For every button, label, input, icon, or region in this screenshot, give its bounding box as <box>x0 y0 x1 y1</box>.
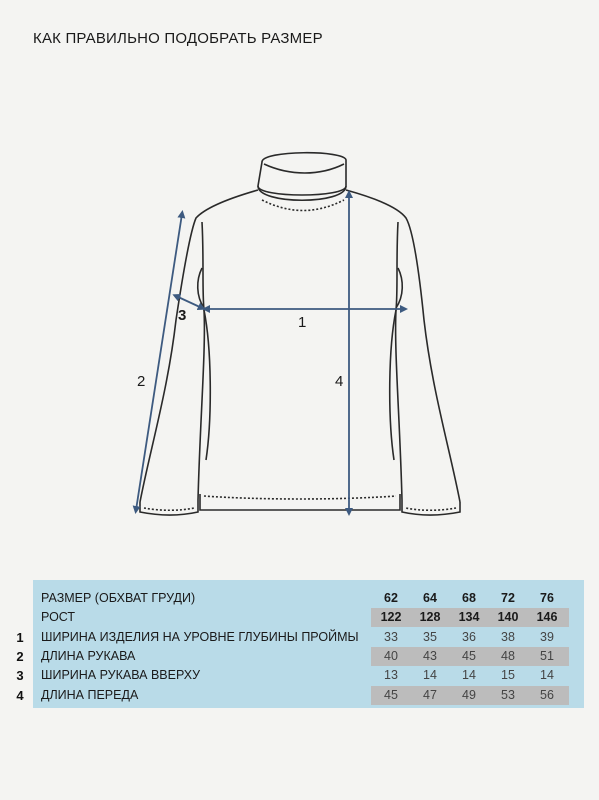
table-cell: 140 <box>497 610 519 624</box>
table-cell: 35 <box>423 630 437 644</box>
table-cell: 40 <box>384 649 398 663</box>
row-label: ШИРИНА ИЗДЕЛИЯ НА УРОВНЕ ГЛУБИНЫ ПРОЙМЫ <box>41 630 359 644</box>
table-cell: 15 <box>501 668 515 682</box>
table-cell: 122 <box>380 610 402 624</box>
table-cell: 48 <box>501 649 515 663</box>
measure-label-2: 2 <box>137 373 146 390</box>
row-values <box>371 628 569 647</box>
table-cell: 53 <box>501 688 515 702</box>
table-row <box>33 608 584 627</box>
table-cell: 45 <box>462 649 476 663</box>
table-cell: 76 <box>540 591 554 605</box>
page-title: КАК ПРАВИЛЬНО ПОДОБРАТЬ РАЗМЕР <box>33 30 323 47</box>
row-values <box>371 686 569 705</box>
row-number: 2 <box>16 649 24 664</box>
table-cell: 43 <box>423 649 437 663</box>
table-cell: 33 <box>384 630 398 644</box>
table-row <box>16 686 584 705</box>
table-cell: 51 <box>540 649 554 663</box>
measure-label-4: 4 <box>335 373 344 390</box>
row-values <box>371 666 569 685</box>
measure-label-1: 1 <box>298 314 307 331</box>
table-cell: 45 <box>384 688 398 702</box>
table-cell: 64 <box>423 591 437 605</box>
row-label: ШИРИНА РУКАВА ВВЕРХУ <box>41 668 201 682</box>
table-cell: 128 <box>419 610 441 624</box>
measure-label-3: 3 <box>178 307 187 324</box>
table-cell: 13 <box>384 668 398 682</box>
table-cell: 47 <box>423 688 437 702</box>
table-row <box>16 628 584 647</box>
row-label: РОСТ <box>41 610 76 624</box>
table-cell: 38 <box>501 630 515 644</box>
body-outline <box>140 190 460 515</box>
row-number: 1 <box>16 630 24 645</box>
row-label: РАЗМЕР (ОБХВАТ ГРУДИ) <box>41 591 196 605</box>
row-label: ДЛИНА РУКАВА <box>41 649 136 663</box>
table-row <box>33 589 584 608</box>
table-cell: 39 <box>540 630 554 644</box>
row-number: 4 <box>16 688 24 703</box>
table-cell: 62 <box>384 591 398 605</box>
row-values <box>371 647 569 666</box>
table-row <box>16 647 584 666</box>
table-cell: 134 <box>458 610 480 624</box>
table-cell: 56 <box>540 688 554 702</box>
collar-outline <box>258 153 346 211</box>
measure-lines <box>136 194 404 512</box>
table-cell: 68 <box>462 591 476 605</box>
table-cell: 146 <box>536 610 558 624</box>
row-number: 3 <box>16 668 24 683</box>
table-row <box>16 666 584 685</box>
measure-line-2 <box>136 214 182 510</box>
row-values <box>371 589 569 608</box>
table-cell: 14 <box>423 668 437 682</box>
table-cell: 36 <box>462 630 476 644</box>
size-table <box>16 580 584 708</box>
row-values <box>371 608 569 627</box>
row-label: ДЛИНА ПЕРЕДА <box>41 688 139 702</box>
table-cell: 72 <box>501 591 515 605</box>
table-cell: 14 <box>540 668 554 682</box>
table-cell: 14 <box>462 668 476 682</box>
table-cell: 49 <box>462 688 476 702</box>
